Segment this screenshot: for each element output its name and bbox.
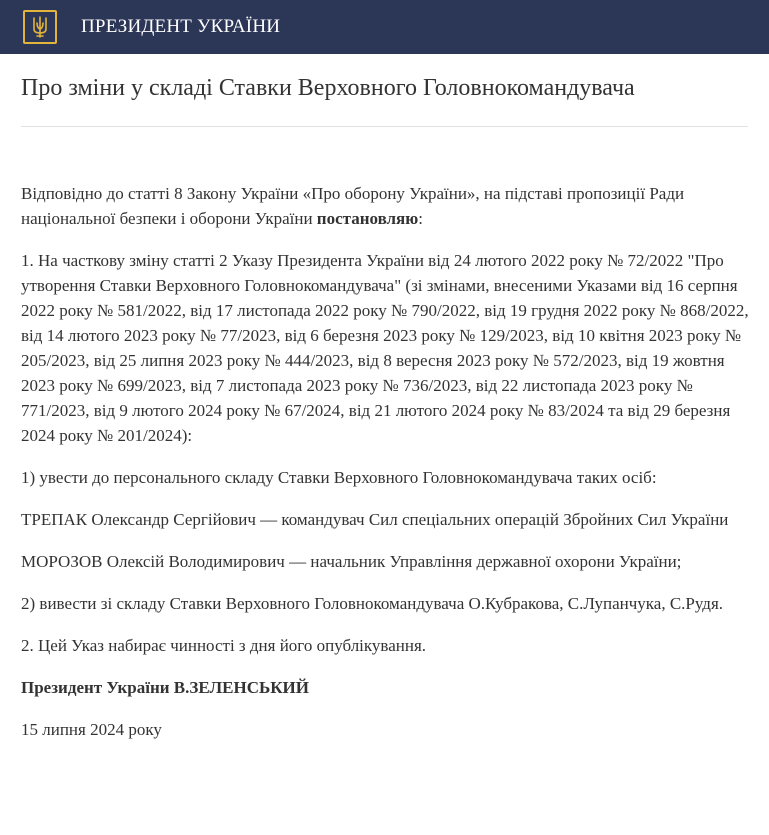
decree-person-2: МОРОЗОВ Олексій Володимирович — начальник Управління державної охорони України; (21, 552, 682, 571)
decree-person-1: ТРЕПАК Олександр Сергійович — командувач Сил спеціальних операцій Збройних Сил України (21, 510, 729, 529)
decree-date: 15 липня 2024 року (21, 720, 162, 739)
decree-paragraph-1-1: 1) увести до персонального складу Ставки Верховного Головнокомандувача таких осіб: (21, 468, 657, 487)
decree-paragraph-1-2: 2) вивести зі складу Ставки Верховного Головнокомандувача О.Кубракова, С.Лупанчука, С.Рудя. (21, 594, 724, 613)
trident-icon-graphic (31, 15, 49, 39)
title-section (21, 54, 748, 127)
decree-intro-end: : (418, 209, 423, 228)
trident-icon[interactable] (23, 10, 57, 44)
decree-signature (21, 675, 759, 700)
decree-body (0, 127, 759, 742)
page-title: Про зміни у складі Ставки Верховного Головнокомандувача (21, 75, 635, 101)
decree-paragraph-2: 2. Цей Указ набирає чинності з дня його опублікування. (21, 636, 427, 655)
decree-intro (21, 181, 759, 231)
signature-text: Президент України В.ЗЕЛЕНСЬКИЙ (21, 678, 309, 697)
site-header (0, 0, 769, 54)
decree-paragraph-1: 1. На часткову зміну статті 2 Указу Президента України від 24 лютого 2022 року № 72/2022 "Про утворення Ставки Верховного Головнокомандувача" (зі змінами, внесеними Указами від 16 серпня 2022 року № 581/2022, від 17 листопада 2022 року № 790/2022, від 19 грудня 2022 року № 868/2022, від 14 лютого 2023 року № 77/2023, від 6 березня 2023 року № 129/2023, від 10 квітня 2023 року № 205/2023, від 25 липня 2023 року № 444/2023, від 8 вересня 2023 року № 572/2023, від 19 жовтня 2023 року № 699/2023, від 7 листопада 2023 року № 736/2023, від 22 листопада 2023 року № 771/2023, від 9 лютого 2024 року № 67/2024, від 21 лютого 2024 року № 83/2024 та від 29 березня 2024 року № 201/2024): (21, 251, 749, 445)
decree-intro-text: Відповідно до статті 8 Закону України «Про оборону України», на підставі пропозиції Ради національної безпеки і оборони України (21, 184, 685, 228)
site-brand-link[interactable]: ПРЕЗИДЕНТ УКРАЇНИ (81, 16, 281, 37)
decree-intro-bold: постановляю (316, 209, 419, 228)
